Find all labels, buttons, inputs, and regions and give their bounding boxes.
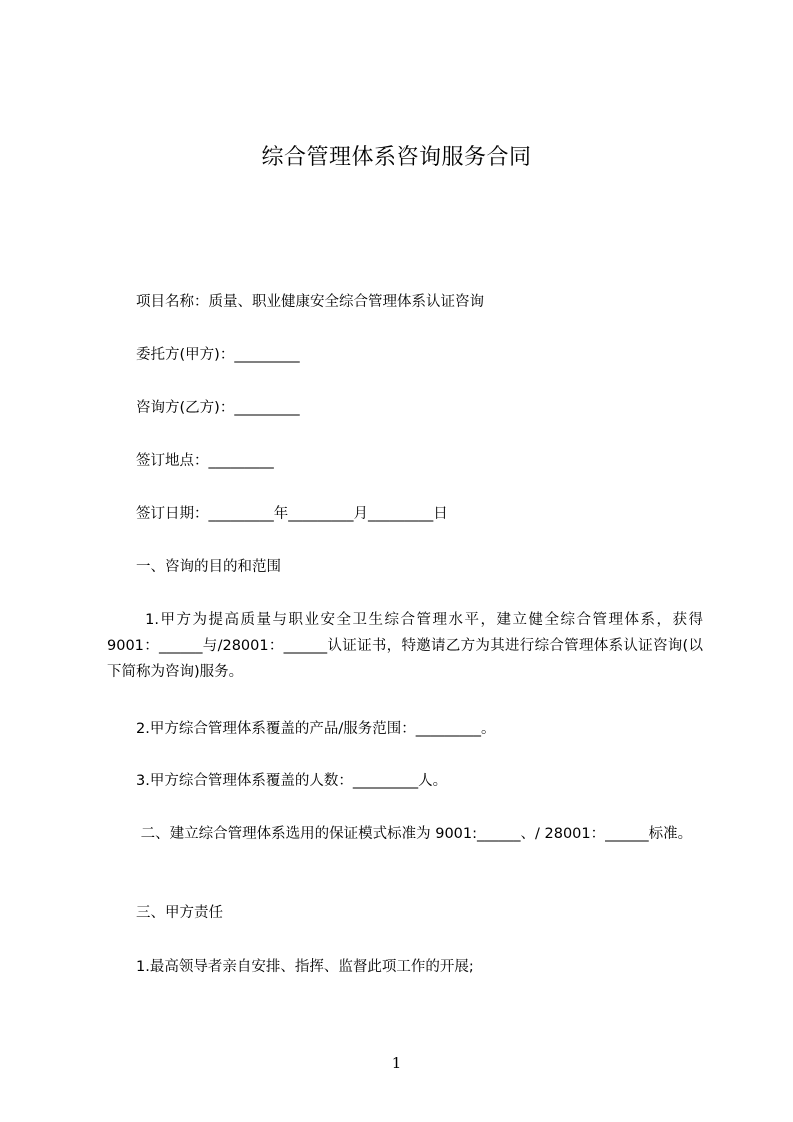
consultant-line: 咨询方(乙方)：_________: [107, 400, 300, 416]
signing-place-line: 签订地点：_________: [107, 453, 274, 469]
project-name-line: 项目名称：质量、职业健康安全综合管理体系认证咨询: [107, 294, 484, 310]
section-1-heading: 一、咨询的目的和范围: [107, 559, 281, 575]
section-1-item-2: 2.甲方综合管理体系覆盖的产品/服务范围：_________。: [107, 721, 496, 737]
section-1-item-1: 1.甲方为提高质量与职业安全卫生综合管理水平，建立健全综合管理体系，获得 9001：______与/28001：______认证证书，特邀请乙方为其进行综合管理体系认证咨询(以下简称为咨询)服务。: [107, 612, 703, 680]
section-3-heading: 三、甲方责任: [107, 905, 223, 921]
page-number: 1: [391, 1054, 402, 1072]
document-title: 综合管理体系咨询服务合同: [261, 145, 532, 170]
section-3-item-1: 1.最高领导者亲自安排、指挥、监督此项工作的开展;: [107, 959, 474, 975]
section-2-paragraph: 二、建立综合管理体系选用的保证模式标准为 9001:______、/ 28001：______标准。: [107, 826, 693, 842]
section-1-item-3: 3.甲方综合管理体系覆盖的人数：_________人。: [107, 773, 448, 789]
signing-date-line: 签订日期：_________年_________月_________日: [107, 506, 448, 522]
client-line: 委托方(甲方)：_________: [107, 347, 300, 363]
